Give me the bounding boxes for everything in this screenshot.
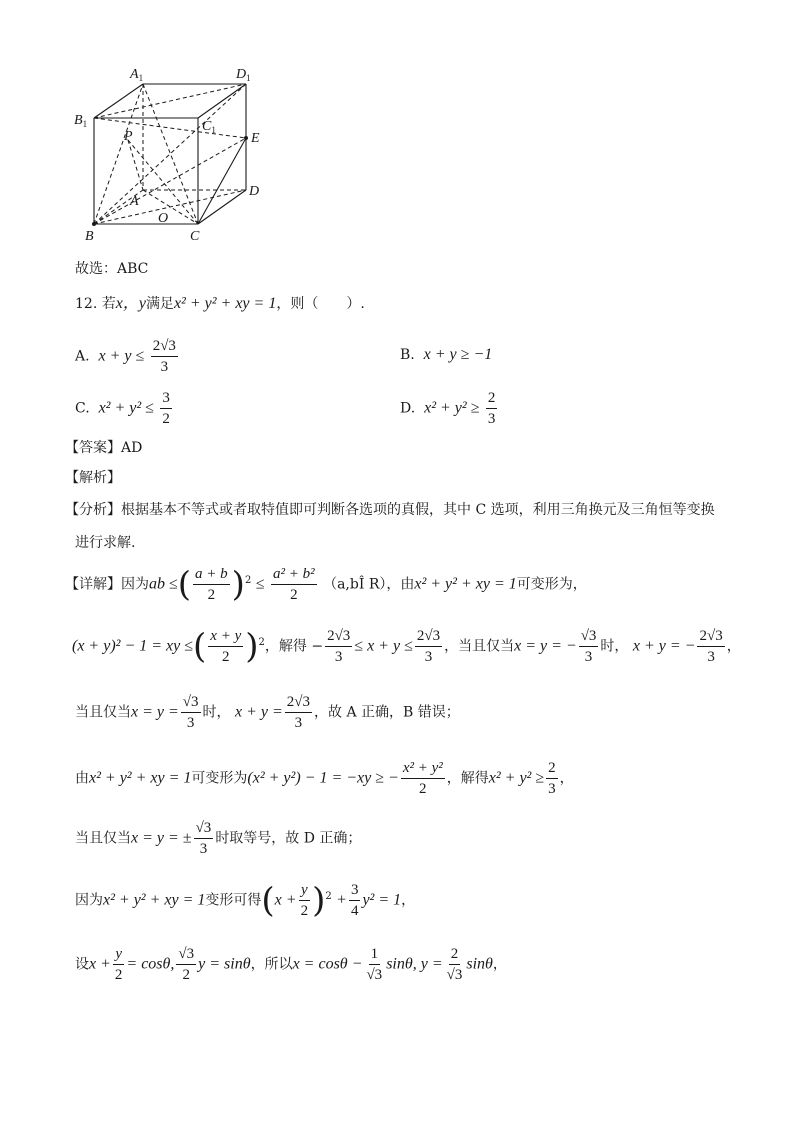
label-C: C [190,229,200,244]
detail-line-1: 【详解】因为ab ≤( $\frac{a + b}{2}$ )$^2$ ≤ $\frac{\text{a² + b²}}{2}$ （a,bÎ R），由x² + y² + xy = 1可变形为， [65,564,587,605]
label-B1: $B_1$ [74,113,88,129]
choice-line: 故选：ABC [75,261,149,277]
diag-B1D1 [94,84,246,118]
detail-line-3: 当且仅当x = y = $\frac{√3}{3}$ 时， x + y = $\frac{2√3}{3}$ ，故 A 正确，B 错误； [75,694,460,731]
diag-B1E [94,118,246,138]
label-A: A [130,194,139,209]
answer-tag: 【答案】 [65,440,121,456]
diag-BE [94,138,246,224]
label-E: E [251,131,260,146]
detail-line-2: (x + y)² − 1 = xy ≤( $\frac{x + y}{2}$ )$^2$，解得 − $\frac{2√3}{3}$ ≤ x + y ≤ $\frac{2√3}{3}$ ，当且仅当x = y = − $\frac{√3}{3}$ 时， x + y = − $\frac{2√3}{3}$ ， [72,626,741,667]
option-c: C. x² + y² ≤ $\frac{3}{2}$ [75,390,170,427]
detail-line-5: 当且仅当x = y = ± $\frac{√3}{3}$ 时取等号，故 D 正确； [75,820,362,857]
q12-number: 12. [75,296,98,312]
label-O: O [158,211,169,226]
cube-figure [70,60,300,250]
label-D1: $D_1$ [236,67,251,83]
jiexi-tag: 【解析】 [65,470,121,486]
point-E [244,136,248,140]
diag-A1C [143,84,198,224]
label-D: D [249,184,260,199]
diag-PA [128,140,143,190]
edge-B1A1 [94,84,143,118]
label-P: P [124,129,133,144]
diag-BD1 [94,84,246,224]
edge-D1C1 [198,84,246,118]
edge-CD [198,190,246,224]
point-B [92,222,96,226]
edge-CE [198,138,246,224]
question-12: 12. 若x，y满足x² + y² + xy = 1，则（ ）. [75,295,365,312]
option-d: D. x² + y² ≥ $\frac{2}{3}$ [400,390,496,427]
answer-line: 【答案】AD [65,440,143,456]
label-A1: $A_1$ [130,67,144,83]
detail-line-7: 设x + $\frac{y}{2}$ = cosθ, $\frac{√3}{2}$ y = sinθ，所以x = cosθ − $\frac{1}{√3}$ sinθ, y = $\frac{2}{√3}$ sinθ， [75,946,507,983]
option-a: A. x + y ≤ $\frac{2√3}{3}$ [75,338,176,375]
fenxi-line-2: 进行求解. [75,535,136,551]
option-b: B. x + y ≥ −1 [400,346,493,363]
fenxi-line-1: 【分析】根据基本不等式或者取特值即可判断各选项的真假，其中 C 选项，利用三角换元及三角恒等变换 [65,502,715,518]
detail-line-6: 因为x² + y² + xy = 1变形可得(x + $\frac{y}{2}$ )$^2$ + $\frac{3}{4}$ y² = 1， [75,880,416,921]
detail-line-4: 由x² + y² + xy = 1可变形为(x² + y²) − 1 = −xy ≥ − $\frac{\text{x² + y²}}{2}$ ，解得x² + y² ≥ $\frac{2}{3}$ ， [75,760,574,797]
label-B: B [85,229,94,244]
label-C1: $C_1$ [202,119,216,135]
